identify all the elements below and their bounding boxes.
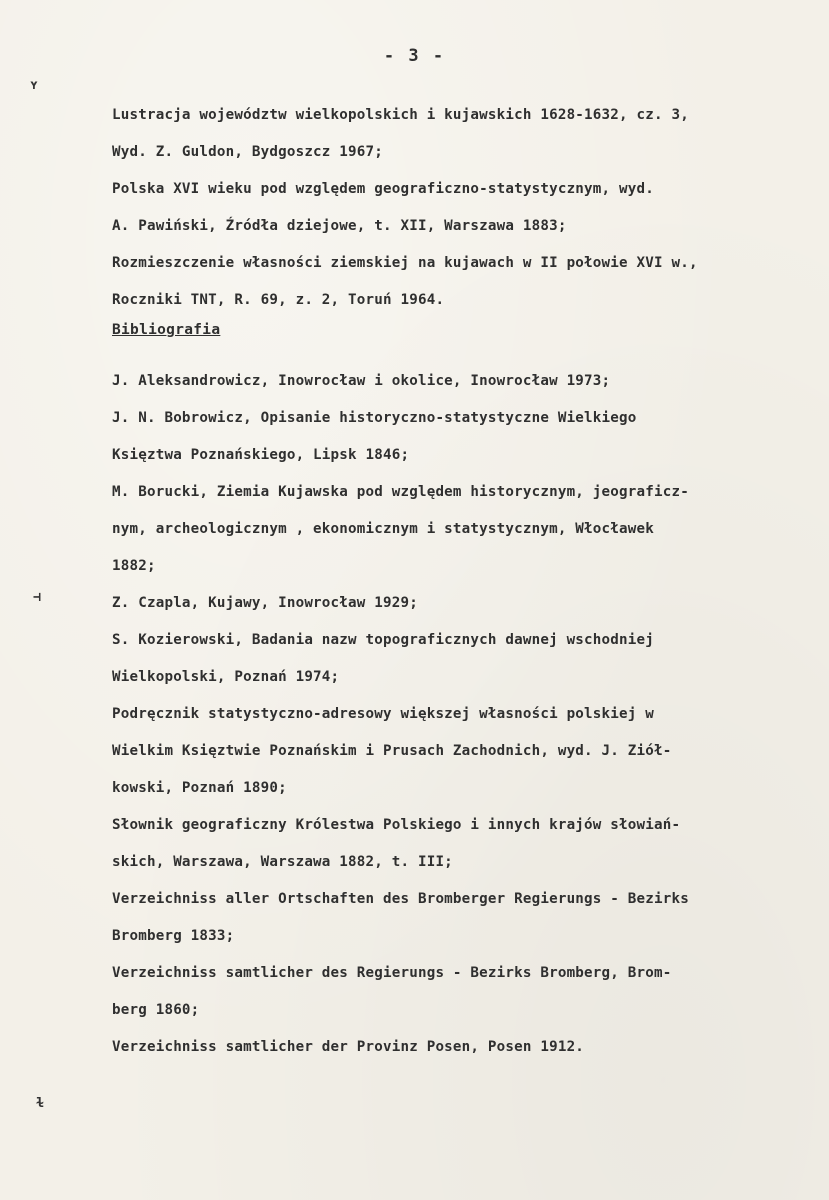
- bibliography-line: J. N. Bobrowicz, Opisanie historyczno-statystyczne Wielkiego: [112, 410, 637, 426]
- bibliography-heading: Bibliografia: [112, 322, 221, 338]
- source-line: A. Pawiński, Źródła dziejowe, t. XII, Warszawa 1883;: [112, 218, 567, 234]
- source-line: Rozmieszczenie własności ziemskiej na kujawach w II połowie XVI w.,: [112, 255, 698, 271]
- bibliography-line: J. Aleksandrowicz, Inowrocław i okolice, Inowrocław 1973;: [112, 373, 611, 389]
- bibliography-line: Bromberg 1833;: [112, 928, 235, 944]
- bibliography-line: M. Borucki, Ziemia Kujawska pod względem historycznym, jeograficz-: [112, 484, 689, 500]
- margin-mark: ɫ: [36, 1096, 44, 1111]
- bibliography-line: Podręcznik statystyczno-adresowy większej własności polskiej w: [112, 706, 654, 722]
- bibliography-line: nym, archeologicznym , ekonomicznym i statystycznym, Włocławek: [112, 521, 654, 537]
- page-number: - 3 -: [383, 46, 446, 66]
- bibliography-line: Verzeichniss aller Ortschaften des Bromberger Regierungs - Bezirks: [112, 891, 689, 907]
- bibliography-line: Verzeichniss samtlicher der Provinz Posen, Posen 1912.: [112, 1039, 585, 1055]
- bibliography-line: Księztwa Poznańskiego, Lipsk 1846;: [112, 447, 410, 463]
- source-line: Polska XVI wieku pod względem geograficzno-statystycznym, wyd.: [112, 181, 654, 197]
- bibliography-list: [112, 363, 812, 1066]
- bibliography-line: Wielkim Księztwie Poznańskim i Prusach Zachodnich, wyd. J. Ziół-: [112, 743, 672, 759]
- source-line: Lustracja województw wielkopolskich i kujawskich 1628-1632, cz. 3,: [112, 107, 689, 123]
- margin-mark: ʏ: [30, 78, 38, 93]
- bibliography-line: Z. Czapla, Kujawy, Inowrocław 1929;: [112, 595, 418, 611]
- margin-mark: ⊣: [33, 590, 41, 605]
- bibliography-line: berg 1860;: [112, 1002, 200, 1018]
- source-line: Wyd. Z. Guldon, Bydgoszcz 1967;: [112, 144, 383, 160]
- bibliography-line: kowski, Poznań 1890;: [112, 780, 287, 796]
- bibliography-line: 1882;: [112, 558, 156, 574]
- bibliography-line: Słownik geograficzny Królestwa Polskiego i innych krajów słowiań-: [112, 817, 681, 833]
- sources-list: [112, 97, 812, 319]
- source-line: Roczniki TNT, R. 69, z. 2, Toruń 1964.: [112, 292, 445, 308]
- bibliography-line: Wielkopolski, Poznań 1974;: [112, 669, 340, 685]
- bibliography-line: skich, Warszawa, Warszawa 1882, t. III;: [112, 854, 453, 870]
- bibliography-line: S. Kozierowski, Badania nazw topograficznych dawnej wschodniej: [112, 632, 654, 648]
- bibliography-line: Verzeichniss samtlicher des Regierungs - Bezirks Bromberg, Brom-: [112, 965, 672, 981]
